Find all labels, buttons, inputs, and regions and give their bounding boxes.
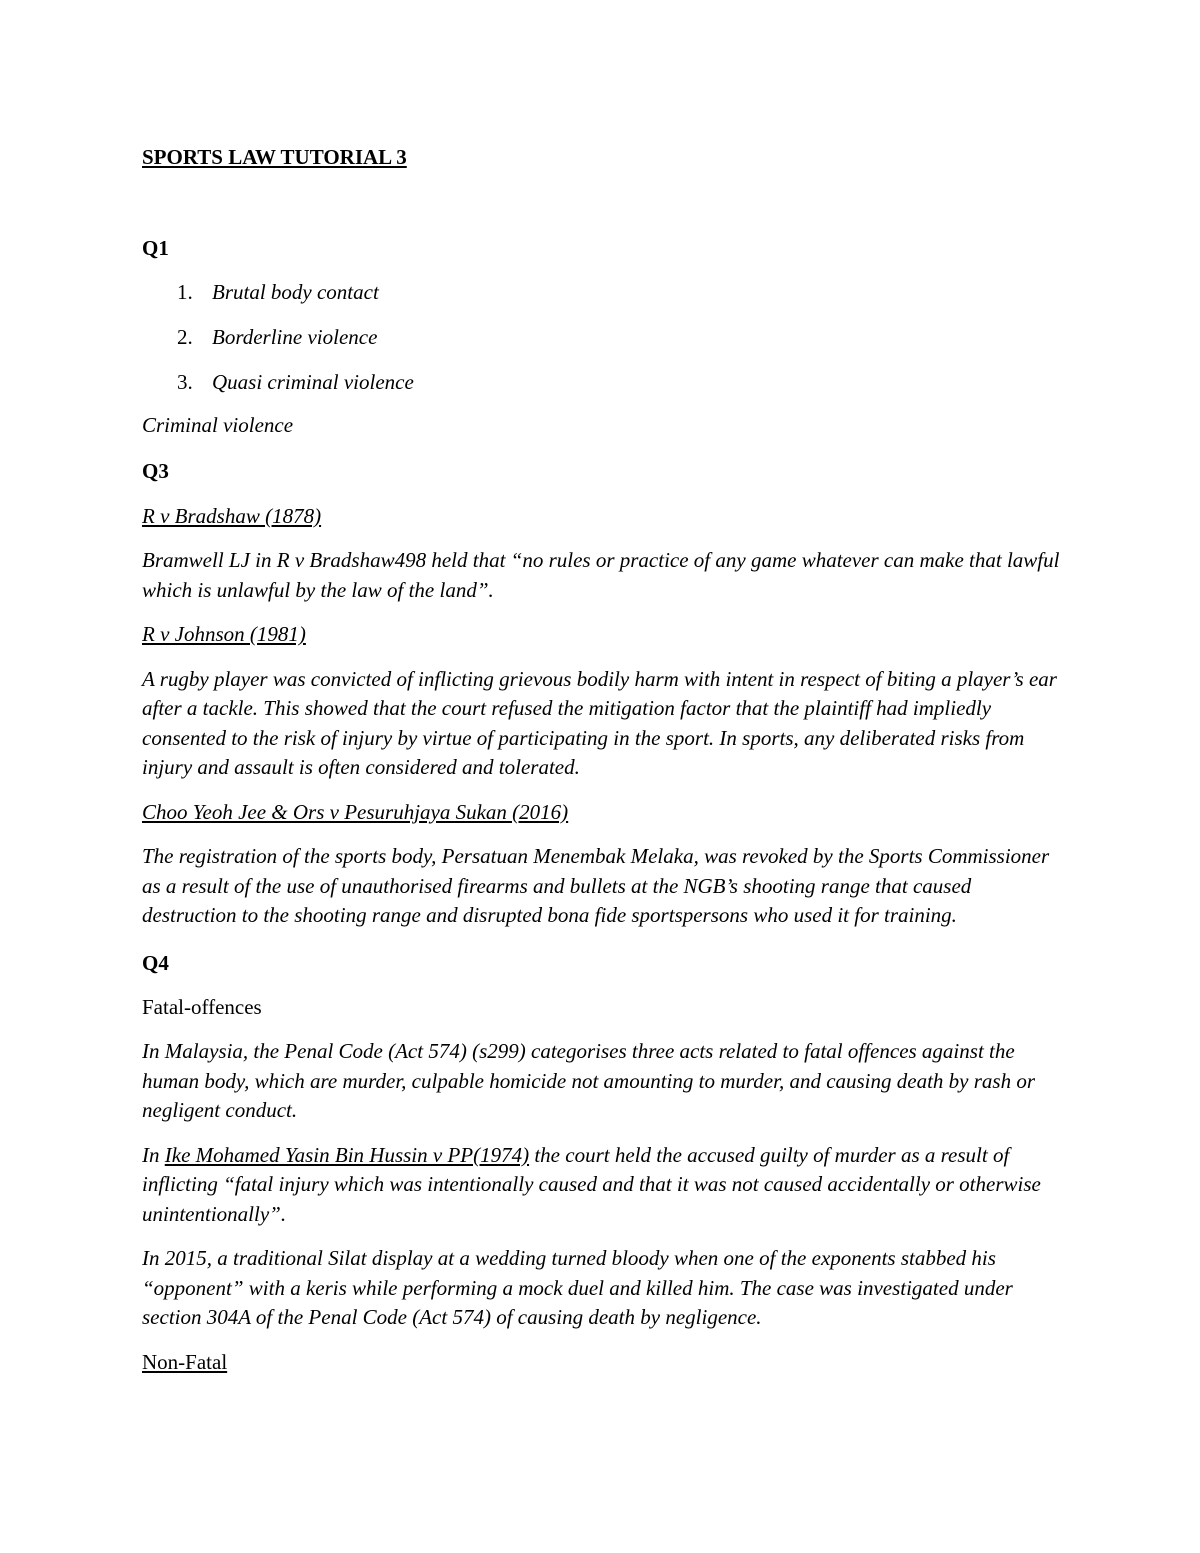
paragraph-prefix: In	[142, 1142, 165, 1167]
q3-heading: Q3	[142, 458, 169, 483]
q1-trailing-text: Criminal violence	[142, 413, 294, 437]
list-item	[142, 323, 1062, 351]
q4-subheading-non-fatal: Non-Fatal	[142, 1349, 228, 1374]
list-item-number: 2.	[177, 325, 193, 349]
case-title-choo-yeoh-jee: Choo Yeoh Jee & Ors v Pesuruhjaya Sukan (2016)	[142, 799, 569, 824]
list-item-text: Borderline violence	[212, 325, 378, 349]
list-item	[142, 278, 1062, 306]
list-item-number: 3.	[177, 370, 193, 394]
list-item-text: Brutal body contact	[212, 280, 379, 304]
list-item	[142, 368, 1062, 396]
document-title: SPORTS LAW TUTORIAL 3	[142, 145, 407, 169]
q4-paragraph-ike-mohamed	[142, 1141, 1062, 1230]
list-item-number: 1.	[177, 280, 193, 304]
list-item-text: Quasi criminal violence	[212, 370, 414, 394]
case-title-bradshaw: R v Bradshaw (1878)	[142, 503, 322, 528]
q1-heading: Q1	[142, 236, 169, 260]
case-text-bradshaw: Bramwell LJ in R v Bradshaw498 held that “no rules or practice of any game whatever can make that lawful which is unlawful by the law of the land”.	[142, 548, 1060, 602]
q4-heading: Q4	[142, 950, 169, 975]
case-name-ike-mohamed: Ike Mohamed Yasin Bin Hussin v PP(1974)	[164, 1142, 530, 1167]
case-text-johnson: A rugby player was convicted of inflicting grievous bodily harm with intent in respect of biting a player’s ear after a tackle. This showed that the court refused the mitigation factor that the plaintiff had impliedly consented to the risk of injury by virtue of participating in the sport. In sports, any deliberated risks from injury and assault is often considered and tolerated.	[142, 666, 1057, 779]
case-text-choo-yeoh-jee: The registration of the sports body, Persatuan Menembak Melaka, was revoked by the Sports Commissioner as a result of the use of unauthorised firearms and bullets at the NGB’s shooting range that caused destruction to the shooting range and disrupted bona fide sportspersons who used it for training.	[142, 844, 1050, 927]
document-body	[142, 143, 1062, 1377]
paragraph-suffix: the court held the accused guilty of murder as a result of inflicting “fatal injury which was intentionally caused and that it was not caused accidentally or otherwise unintentionally”.	[142, 1142, 1041, 1226]
q4-paragraph-silat: In 2015, a traditional Silat display at a wedding turned bloody when one of the exponents stabbed his “opponent” with a keris while performing a mock duel and killed him. The case was investigated under section 304A of the Penal Code (Act 574) of causing death by negligence.	[142, 1246, 1013, 1329]
q4-subheading-fatal: Fatal-offences	[142, 994, 262, 1019]
q4-paragraph-penal-code: In Malaysia, the Penal Code (Act 574) (s299) categorises three acts related to fatal offences against the human body, which are murder, culpable homicide not amounting to murder, and causing death by rash or negligent conduct.	[142, 1039, 1036, 1122]
case-title-johnson: R v Johnson (1981)	[142, 622, 306, 646]
q1-list	[142, 278, 1062, 396]
